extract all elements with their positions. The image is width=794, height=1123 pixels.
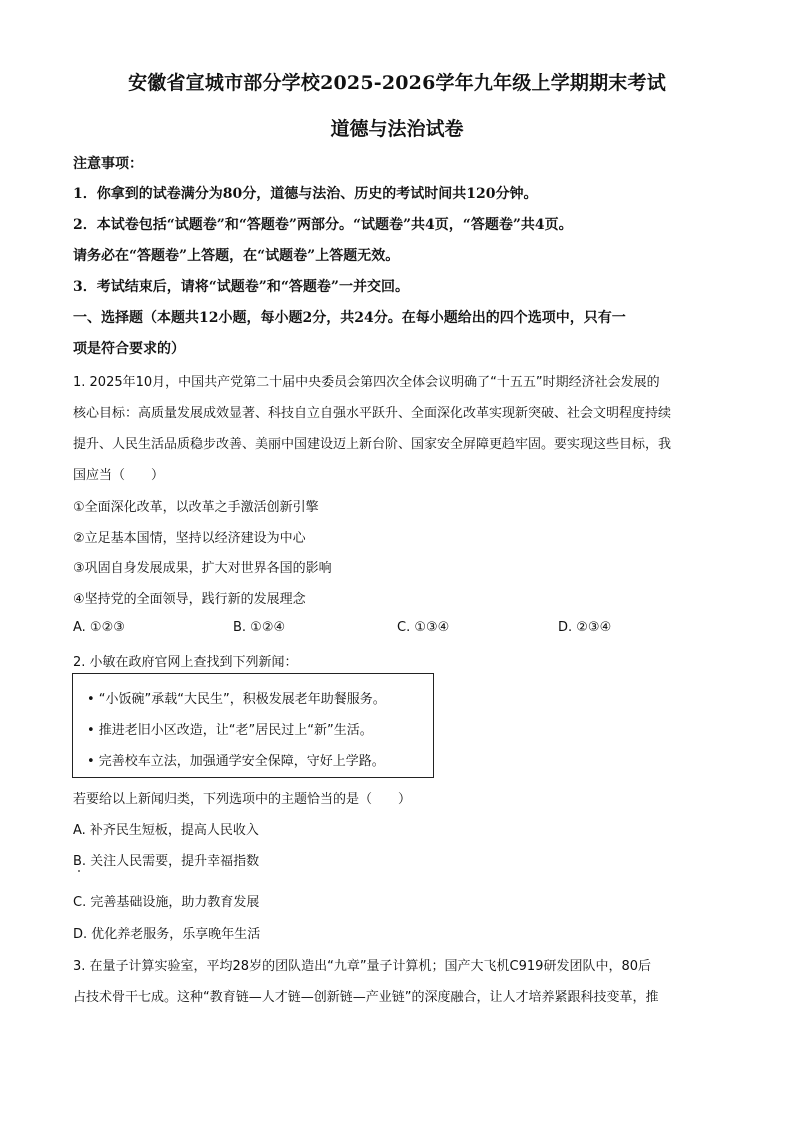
q3-stem-line-1: 3. 在量子计算实验室，平均28岁的团队造出“九章”量子计算机；国产大飞机C919研发团队中，80后 — [73, 959, 651, 974]
q1-option-b: B. ①②④ — [233, 620, 286, 635]
section-heading-line-1: 一、选择题（本题共12小题，每小题2分，共24分。在每小题给出的四个选项中，只有一 — [73, 310, 626, 326]
q3-stem-line-2: 占技术骨干七成。这种“教育链—人才链—创新链—产业链”的深度融合，让人才培养紧跟科技变革，推 — [73, 990, 659, 1005]
notice-heading: 注意事项： — [73, 156, 143, 172]
q1-stem-line-3: 提升、人民生活品质稳步改善、美丽中国建设迈上新台阶、国家安全屏障更趋牢固。要实现这些目标，我 — [73, 437, 672, 452]
notice-item-1: 1．你拿到的试卷满分为80分，道德与法治、历史的考试时间共120分钟。 — [73, 186, 538, 202]
stray-dot — [78, 870, 80, 872]
notice-item-2-line-2: 请务必在“答题卷”上答题，在“试题卷”上答题无效。 — [73, 248, 400, 264]
q1-statement-2: ②立足基本国情，坚持以经济建设为中心 — [73, 531, 306, 546]
notice-item-3: 3．考试结束后，请将“试题卷”和“答题卷”一并交回。 — [73, 279, 409, 295]
q1-option-a: A. ①②③ — [73, 620, 125, 635]
q2-option-c: C. 完善基础设施，助力教育发展 — [73, 895, 260, 910]
exam-title: 安徽省宣城市部分学校2025-2026学年九年级上学期期末考试 — [128, 72, 666, 94]
exam-subtitle: 道德与法治试卷 — [330, 118, 464, 140]
q1-option-d: D. ②③④ — [558, 620, 612, 635]
q2-option-b: B. 关注人民需要，提升幸福指数 — [73, 854, 260, 869]
q1-option-c: C. ①③④ — [397, 620, 450, 635]
news-item-2: • 推进老旧小区改造，让“老”居民过上“新”生活。 — [87, 723, 373, 738]
q2-question: 若要给以上新闻归类，下列选项中的主题恰当的是（ ） — [73, 792, 412, 807]
q1-statement-1: ①全面深化改革，以改革之手激活创新引擎 — [73, 500, 319, 515]
news-box — [72, 673, 434, 778]
news-item-1: • “小饭碗”承载“大民生”，积极发展老年助餐服务。 — [87, 692, 386, 707]
news-item-3: • 完善校车立法，加强通学安全保障，守好上学路。 — [87, 754, 385, 769]
notice-item-2-line-1: 2．本试卷包括“试题卷”和“答题卷”两部分。“试题卷”共4页，“答题卷”共4页。 — [73, 217, 573, 233]
q2-stem: 2. 小敏在政府官网上查找到下列新闻： — [73, 655, 298, 670]
q1-statement-3: ③巩固自身发展成果，扩大对世界各国的影响 — [73, 561, 332, 576]
q1-stem-line-4: 国应当（ ） — [73, 468, 165, 483]
section-heading-line-2: 项是符合要求的） — [73, 341, 185, 357]
q2-option-a: A. 补齐民生短板，提高人民收入 — [73, 823, 259, 838]
q2-option-d: D. 优化养老服务，乐享晚年生活 — [73, 927, 261, 942]
q1-stem-line-2: 核心目标：高质量发展成效显著、科技自立自强水平跃升、全面深化改革实现新突破、社会文明程度持续 — [73, 406, 672, 421]
q1-statement-4: ④坚持党的全面领导，践行新的发展理念 — [73, 592, 306, 607]
q1-stem-line-1: 1. 2025年10月，中国共产党第二十届中央委员会第四次全体会议明确了“十五五”时期经济社会发展的 — [73, 375, 660, 390]
